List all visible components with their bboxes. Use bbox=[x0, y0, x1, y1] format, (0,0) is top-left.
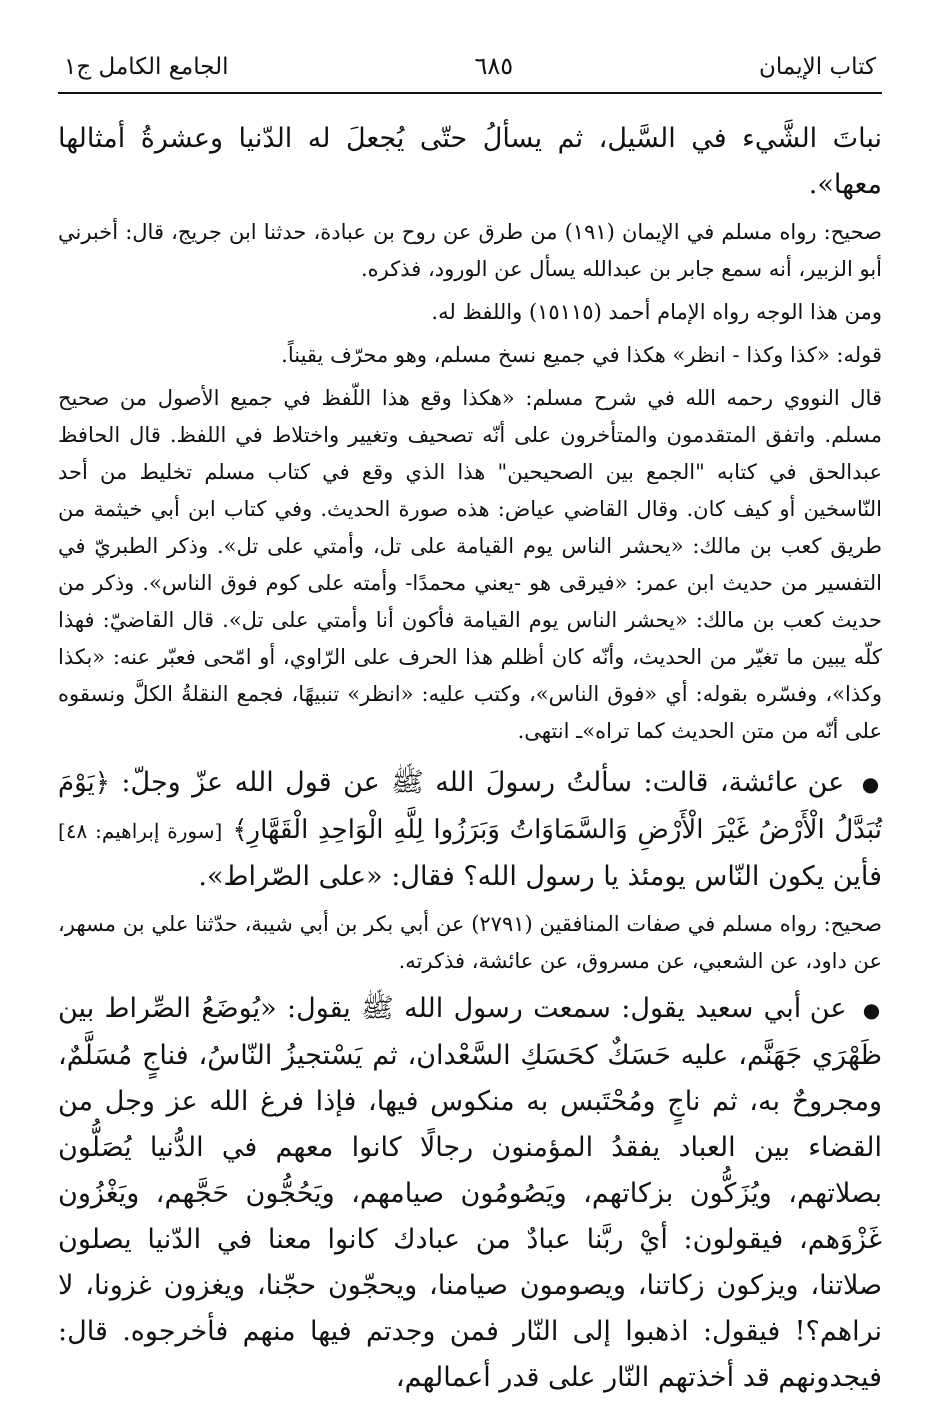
page-number: ٦٨٥ bbox=[474, 52, 514, 80]
bullet-icon: ● bbox=[861, 772, 882, 796]
verse-reference: [سورة إبراهيم: ٤٨] bbox=[58, 819, 223, 843]
commentary-note: قوله: «كذا وكذا - انظر» هكذا في جميع نسخ مسلم، وهو محرّف يقيناً. bbox=[281, 343, 882, 367]
takhrij-note: صحيح: رواه مسلم في صفات المنافقين (٢٧٩١) عن أبي بكر بن أبي شيبة، حدّثنا علي بن مسهر، عن داود، عن الشعبي، عن مسروق، عن عائشة، فذكرته. bbox=[58, 912, 883, 973]
hadith-aisha bbox=[58, 760, 882, 900]
nawawi-commentary: قال النووي رحمه الله في شرح مسلم: «هكذا وقع هذا اللّفظ في جميع الأصول من صحيح مسلم. واتفق المتقدمون والمتأخرون على أنّه تصحيف وتغيير واختلاط في اللفظ. قال الحافظ عبدالحق في كتابه "الجمع بين الصحيحين" هذا الذي وقع في كتاب مسلم تخليط من أحد النّاسخين أو كيف كان. وقال القاضي عياض: هذه صورة الحديث. وفي كتاب ابن أبي خيثمة من طريق كعب بن مالك: «يحشر الناس يوم القيامة على تل، وأمتي على تل». وذكر الطبريّ في التفسير من حديث ابن عمر: «فيرقى هو -يعني محمدًا- وأمته على كوم فوق الناس». وذكر من حديث كعب بن مالك: «يحشر الناس يوم القيامة فأكون أنا وأمتي على تل». قال القاضيّ: فهذا كلّه يبين ما تغيّر من الحديث، وأنّه كان أظلم هذا الحرف على الرّاوي، أو امّحى فعبّر عنه: «بكذا وكذا»، وفسّره بقوله: أي «فوق الناس»، وكتب عليه: «انظر» تنبيهًا، فجمع النقلةُ الكلَّ ونسقوه على أنّه من متن الحديث كما تراه»ـ انتهى. bbox=[58, 386, 882, 743]
page-body bbox=[58, 116, 882, 1401]
running-header bbox=[58, 52, 882, 88]
hadith-text: عن عائشة، قالت: سألتُ رسولَ الله ﷺ عن قول الله عزّ وجلّ: bbox=[110, 767, 845, 798]
hadith-abu-said bbox=[58, 986, 882, 1401]
bullet-icon: ● bbox=[862, 998, 882, 1022]
takhrij-note: صحيح: رواه مسلم في الإيمان (١٩١) من طرق عن روح بن عبادة، حدثنا ابن جريج، قال: أخبرني أبو الزبير، أنه سمع جابر بن عبدالله يسأل عن الورود، فذكره. bbox=[58, 220, 882, 281]
hadith-continuation: نباتَ الشَّيء في السَّيل، ثم يسألُ حتّى يُجعلَ له الدّنيا وعشرةُ أمثالها معها». bbox=[58, 123, 882, 200]
commentary-note: ومن هذا الوجه رواه الإمام أحمد (١٥١١٥) واللفظ له. bbox=[431, 300, 882, 324]
book-title: كتاب الإيمان bbox=[759, 54, 876, 80]
volume-title: الجامع الكامل ج١ bbox=[64, 54, 229, 80]
hadith-text: عن أبي سعيد يقول: سمعت رسول الله ﷺ يقول: «يُوضَعُ الصِّراط بين ظَهْرَي جَهَنَّم، عليه حَسَكٌ كحَسَكِ السَّعْدان، ثم يَسْتجيزُ النّاسُ، فناجٍ مُسَلَّمٌ، ومجروحٌ به، ثم ناجٍ ومُحْتَبس به منكوس فيها، فإذا فرغ الله عز وجل من القضاء بين العباد يفقدُ المؤمنون رجالًا كانوا معهم في الدُّنيا يُصَلُّون بصلاتهم، ويُزَكُّون بزكاتهم، ويَصُومُون صيامهم، ويَحُجُّون حَجَّهم، ويَغْزُون غَزْوَهم، فيقولون: أيْ ربَّنا عبادٌ من عبادك كانوا معنا في الدّنيا يصلون صلاتنا، ويزكون زكاتنا، ويصومون صيامنا، ويحجّون حجّنا، ويغزون غزونا، لا نراهم؟! فيقول: اذهبوا إلى النّار فمن وجدتم فيها منهم فأخرجوه. قال: فيجدونهم قد أخذتهم النّار على قدر أعمالهم، bbox=[58, 993, 882, 1393]
hadith-text: فأين يكون النّاس يومئذ يا رسول الله؟ فقال: «على الصّراط». bbox=[198, 861, 882, 892]
quran-verse: ﴿يَوْمَ تُبَدَّلُ الْأَرْضُ غَيْرَ الْأَرْضِ وَالسَّمَاوَاتُ وَبَرَزُوا لِلَّهِ الْوَاحِدِ الْقَهَّارِ﴾ bbox=[58, 768, 883, 845]
header-rule bbox=[58, 92, 882, 94]
